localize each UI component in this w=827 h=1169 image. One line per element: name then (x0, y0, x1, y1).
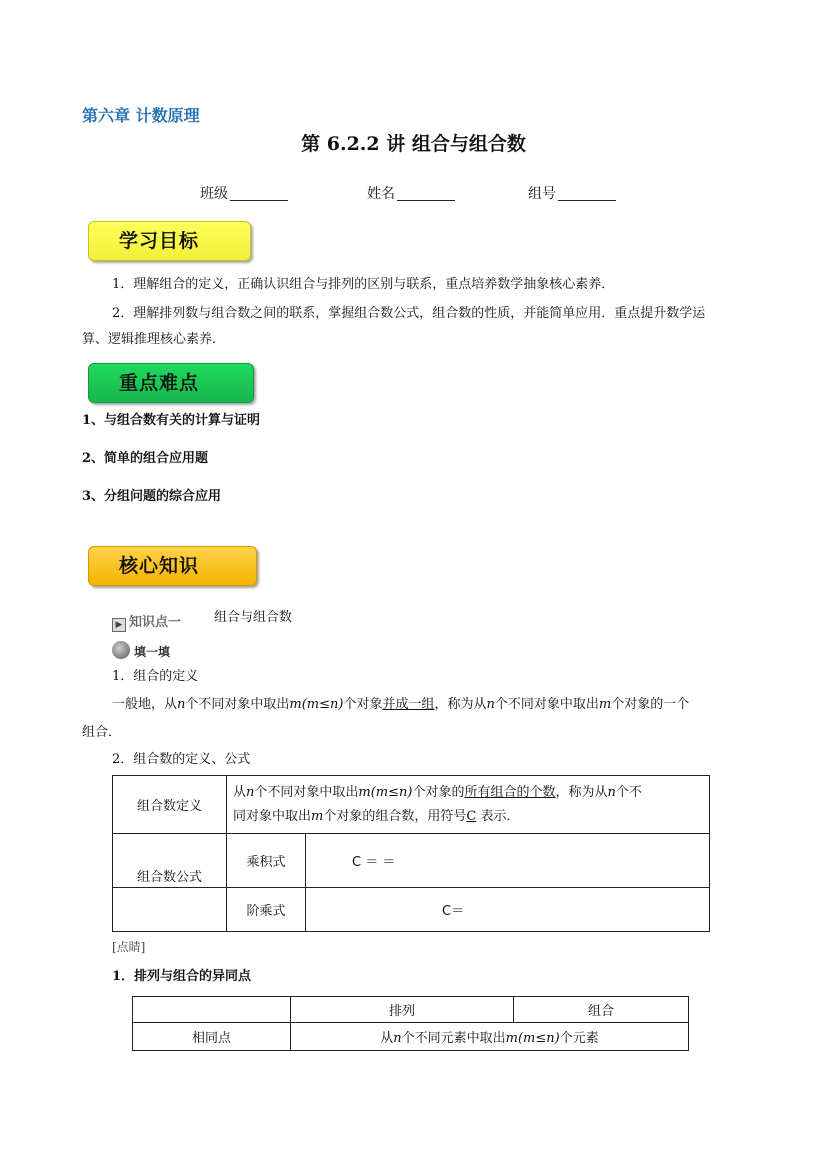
text: ，称为从 (434, 697, 487, 712)
factorial-formula: C＝ (306, 888, 710, 932)
text: 从 (380, 1031, 394, 1046)
var-n: n (246, 784, 255, 800)
class-blank (230, 186, 288, 201)
var-m: m (505, 1031, 518, 1046)
header-permutation: 排列 (291, 997, 514, 1023)
class-label: 班级 (200, 186, 228, 202)
dianjing-label: [点睛] (112, 940, 146, 954)
name-blank (397, 186, 455, 201)
symbol-c: C (466, 808, 477, 824)
keypoint-item-2: 2、简单的组合应用题 (82, 451, 209, 466)
name-field (367, 183, 455, 203)
goal-item-2-line2: 算、逻辑推理核心素养． (82, 332, 226, 347)
text: 一般地，从 (112, 697, 178, 712)
text: ，称为从 (555, 784, 608, 800)
var-m: m (358, 784, 371, 800)
definition-line-1 (112, 693, 689, 717)
var-n: n (607, 784, 616, 800)
triangle-icon: ▶ (112, 618, 126, 632)
group-field (528, 183, 616, 203)
underlined-term: 所有组合的个数 (464, 784, 556, 800)
row-label-formula: 组合数公式 (113, 834, 227, 888)
text: 个不同对象中取出 (185, 697, 290, 712)
goal-item-2-line1: 2．理解排列数与组合数之间的联系，掌握组合数公式，组合数的性质，并能简单应用．重点提升数学运 (112, 306, 706, 321)
knowledge-point-header (112, 611, 181, 632)
header-combination: 组合 (514, 997, 689, 1023)
goals-banner: 学习目标 (88, 221, 251, 261)
kp-title: 组合与组合数 (214, 610, 293, 625)
header-empty (133, 997, 291, 1023)
text: 个对象的组合数，用符号 (323, 808, 467, 824)
text: 个不同对象中取出 (494, 697, 599, 712)
var-m: m (598, 697, 612, 712)
compare-heading: 1．排列与组合的异同点 (112, 969, 252, 984)
name-label: 姓名 (367, 186, 395, 202)
var-m: m (289, 697, 302, 712)
product-formula: C ＝ ＝ (306, 834, 710, 888)
var-n: n (393, 1031, 402, 1046)
condition: (m≤n) (370, 784, 413, 800)
var-n: n (177, 697, 186, 712)
text: 同对象中取出 (233, 808, 312, 824)
keypoints-banner: 重点难点 (88, 363, 254, 403)
factorial-form-label: 阶乘式 (227, 888, 306, 932)
definition-cell (227, 776, 710, 834)
text: 个不同对象中取出 (254, 784, 359, 800)
fill-label: 填一填 (134, 645, 171, 659)
core-banner: 核心知识 (88, 546, 257, 586)
chapter-heading: 第六章 计数原理 (82, 106, 200, 125)
kp-label: 知识点一 (129, 615, 182, 630)
row-label-definition: 组合数定义 (113, 776, 227, 834)
text: 个对象的一个 (611, 697, 690, 712)
group-label: 组号 (528, 186, 556, 202)
same-point-cell (291, 1023, 689, 1051)
keypoint-item-3: 3、分组问题的综合应用 (82, 489, 222, 504)
text: 个对象 (343, 697, 383, 712)
empty-cell (113, 888, 227, 932)
var-n: n (486, 697, 495, 712)
goal-item-1: 1．理解组合的定义，正确认识组合与排列的区别与联系，重点培养数学抽象核心素养． (112, 277, 615, 292)
row-label-same: 相同点 (133, 1023, 291, 1051)
text: 个对象的 (412, 784, 465, 800)
condition: (m≤n) (301, 697, 344, 712)
text: 个不 (615, 784, 642, 800)
keypoint-item-1: 1、与组合数有关的计算与证明 (82, 413, 261, 428)
combination-number-table (112, 775, 710, 932)
definition-line-2: 组合． (82, 725, 122, 740)
condition: (m≤n) (517, 1031, 560, 1046)
count-heading: 2．组合数的定义、公式 (112, 752, 251, 767)
var-m: m (311, 808, 324, 824)
text: 从 (233, 784, 247, 800)
class-field (200, 183, 288, 203)
text: 个元素 (559, 1031, 599, 1046)
underlined-term: 并成一组 (382, 697, 435, 712)
fill-icon (112, 641, 130, 659)
definition-heading: 1．组合的定义 (112, 669, 199, 684)
group-blank (558, 186, 616, 201)
product-form-label: 乘积式 (227, 834, 306, 888)
text: 个不同元素中取出 (401, 1031, 506, 1046)
compare-table (132, 996, 689, 1051)
page-title: 第 6.2.2 讲 组合与组合数 (301, 133, 526, 155)
text: 表示． (480, 808, 520, 824)
